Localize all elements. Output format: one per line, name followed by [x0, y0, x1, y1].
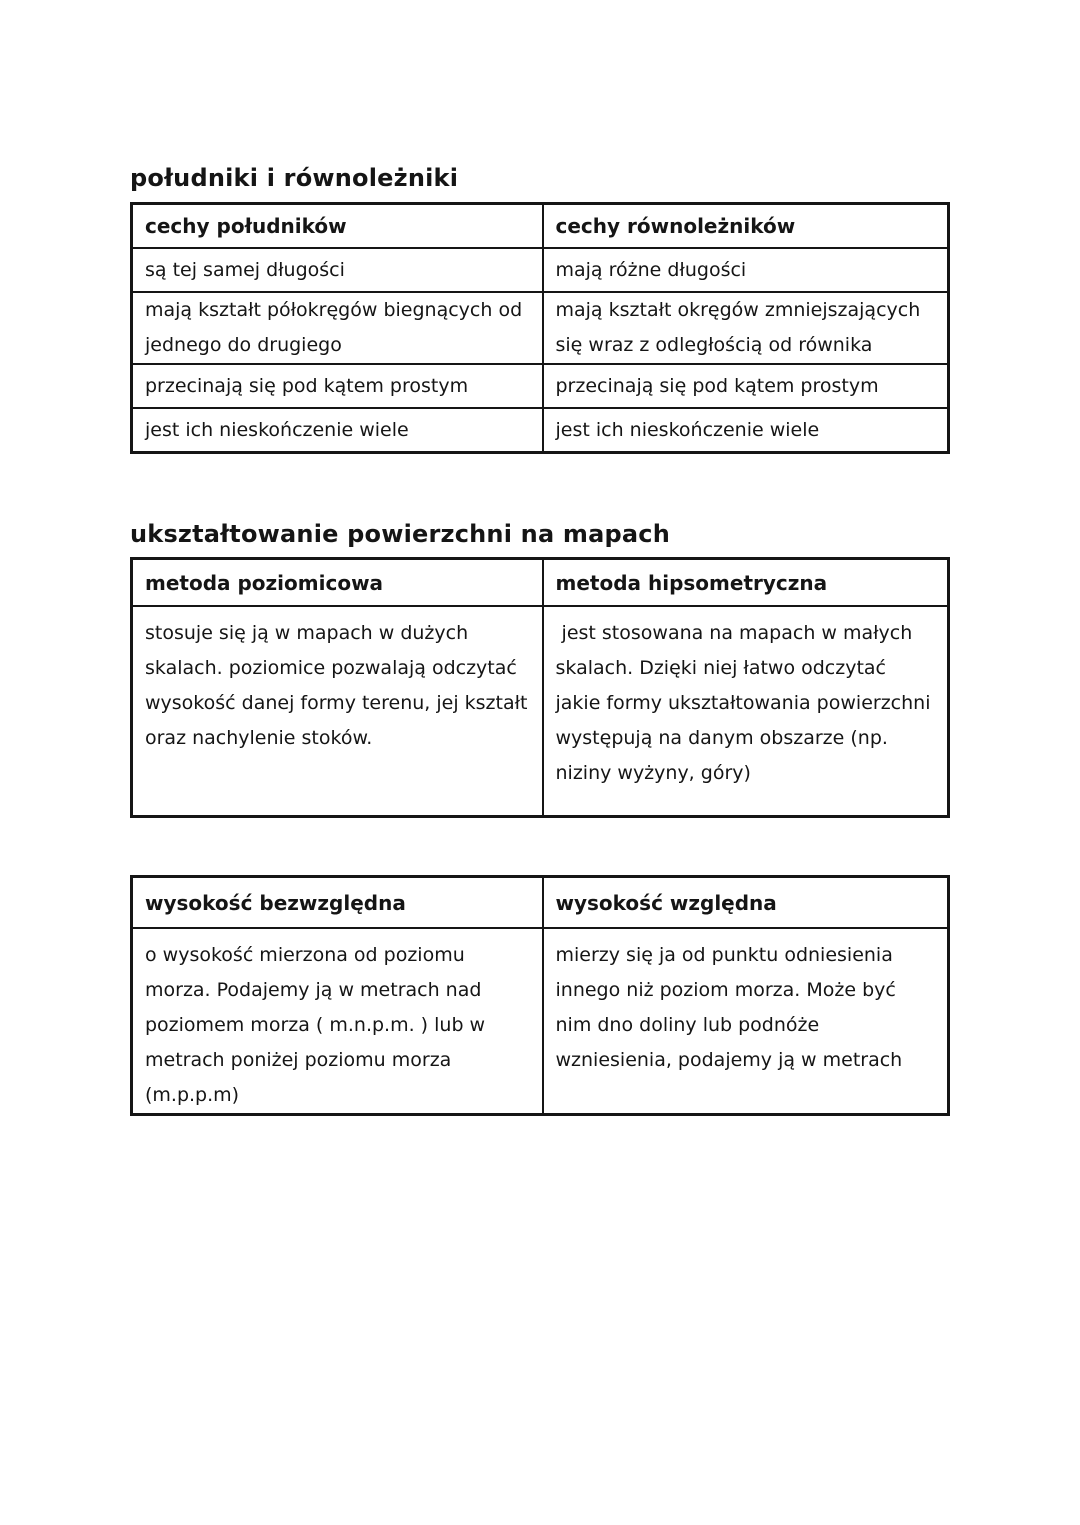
table-row [132, 364, 949, 408]
table-cell: jest ich nieskończenie wiele [132, 408, 543, 453]
table-row [132, 292, 949, 364]
table-cell: jest stosowana na mapach w małych skalach. Dzięki niej łatwo odczytać jakie formy ukształtowania powierzchni występują na danym obszarze (np. niziny wyżyny, góry) [543, 606, 949, 817]
column-header-absolute-height: wysokość bezwzględna [132, 877, 543, 929]
table-header-row [132, 559, 949, 607]
table-row [132, 606, 949, 817]
table-cell: przecinają się pod kątem prostym [543, 364, 949, 408]
column-header-contour-method: metoda poziomicowa [132, 559, 543, 607]
table-cell: mają różne długości [543, 248, 949, 292]
column-header-parallel-features: cechy równoleżników [543, 204, 949, 249]
column-header-meridian-features: cechy południków [132, 204, 543, 249]
section-heading-meridians-parallels: południki i równoleżniki [130, 164, 459, 192]
heights-table [130, 875, 950, 1116]
table-cell: o wysokość mierzona od poziomu morza. Podajemy ją w metrach nad poziomem morza ( m.n.p.m. ) lub w metrach poniżej poziomu morza (m.p.p.m) [132, 928, 543, 1115]
surface-representation-table [130, 557, 950, 818]
table-row [132, 408, 949, 453]
column-header-relative-height: wysokość względna [543, 877, 949, 929]
table-cell: mają kształt okręgów zmniejszających się wraz z odległością od równika [543, 292, 949, 364]
table-row [132, 928, 949, 1115]
column-header-hypsometric-method: metoda hipsometryczna [543, 559, 949, 607]
table-cell: są tej samej długości [132, 248, 543, 292]
table-row [132, 248, 949, 292]
section-heading-surface-on-maps: ukształtowanie powierzchni na mapach [130, 520, 671, 548]
table-cell: przecinają się pod kątem prostym [132, 364, 543, 408]
table-cell: mają kształt półokręgów biegnących od jednego do drugiego [132, 292, 543, 364]
table-cell: stosuje się ją w mapach w dużych skalach. poziomice pozwalają odczytać wysokość danej formy terenu, jej kształt oraz nachylenie stoków. [132, 606, 543, 817]
table-cell: jest ich nieskończenie wiele [543, 408, 949, 453]
table-header-row [132, 877, 949, 929]
meridians-parallels-table [130, 202, 950, 454]
table-header-row [132, 204, 949, 249]
table-cell: mierzy się ja od punktu odniesienia innego niż poziom morza. Może być nim dno doliny lub podnóże wzniesienia, podajemy ją w metrach [543, 928, 949, 1115]
